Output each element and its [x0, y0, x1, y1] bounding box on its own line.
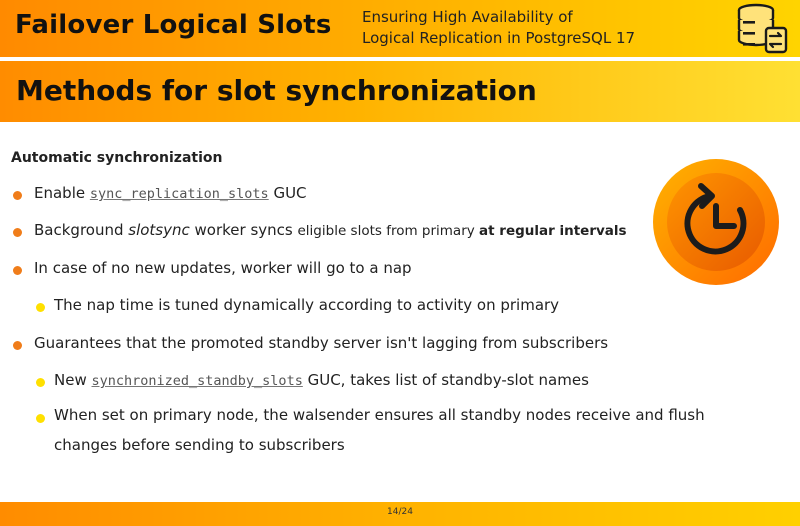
content-heading: Automatic synchronization — [11, 150, 223, 166]
bullet-dot — [13, 228, 22, 237]
bullet-dot — [13, 341, 22, 350]
bullet-bold-text: at regular intervals — [479, 223, 627, 239]
code-synchronized-standby-slots: synchronized_standby_slots — [91, 373, 303, 389]
bullet-text: Enable — [34, 184, 90, 202]
subtitle-line-2: Logical Replication in PostgreSQL 17 — [362, 29, 636, 47]
sub-bullet-dot — [36, 378, 45, 387]
bullet-dot — [13, 266, 22, 275]
list-item — [34, 334, 608, 352]
footer-bar — [0, 502, 800, 526]
slide-deck-subtitle — [362, 7, 635, 49]
list-item — [34, 184, 307, 202]
bullet-italic-text: slotsync — [128, 221, 190, 239]
list-item — [54, 400, 754, 460]
list-item — [34, 259, 412, 277]
bullet-dot — [13, 191, 22, 200]
slide-deck-title: Failover Logical Slots — [15, 10, 332, 40]
section-title-bar — [0, 61, 800, 122]
database-sync-icon — [734, 2, 790, 56]
sub-bullet-text: GUC, takes list of standby-slot names — [302, 371, 589, 389]
list-item — [54, 371, 589, 389]
bullet-text: worker syncs — [189, 221, 298, 239]
bullet-small-text: eligible slots from primary — [297, 223, 480, 239]
bullet-text: GUC — [268, 184, 307, 202]
list-item — [54, 296, 559, 314]
section-title: Methods for slot synchronization — [16, 74, 537, 107]
sub-bullet-text: The nap time is tuned dynamically according to activity on primary — [54, 296, 560, 314]
code-sync-replication-slots: sync_replication_slots — [89, 186, 269, 202]
bullet-text: In case of no new updates, worker will go to a nap — [34, 259, 412, 277]
bullet-text: Background — [34, 221, 129, 239]
clock-refresh-icon — [652, 158, 780, 286]
top-header-bar — [0, 0, 800, 57]
sub-bullet-dot — [36, 303, 45, 312]
page-number: 14/24 — [387, 507, 413, 517]
sub-bullet-text: When set on primary node, the walsender ensures all standby nodes receive and flush changes before sending to subscribers — [54, 406, 705, 454]
sub-bullet-dot — [36, 414, 45, 423]
bullet-text: Guarantees that the promoted standby server isn't lagging from subscribers — [34, 334, 609, 352]
list-item — [34, 221, 627, 239]
subtitle-line-1: Ensuring High Availability of — [362, 8, 573, 26]
sub-bullet-text: New — [54, 371, 92, 389]
